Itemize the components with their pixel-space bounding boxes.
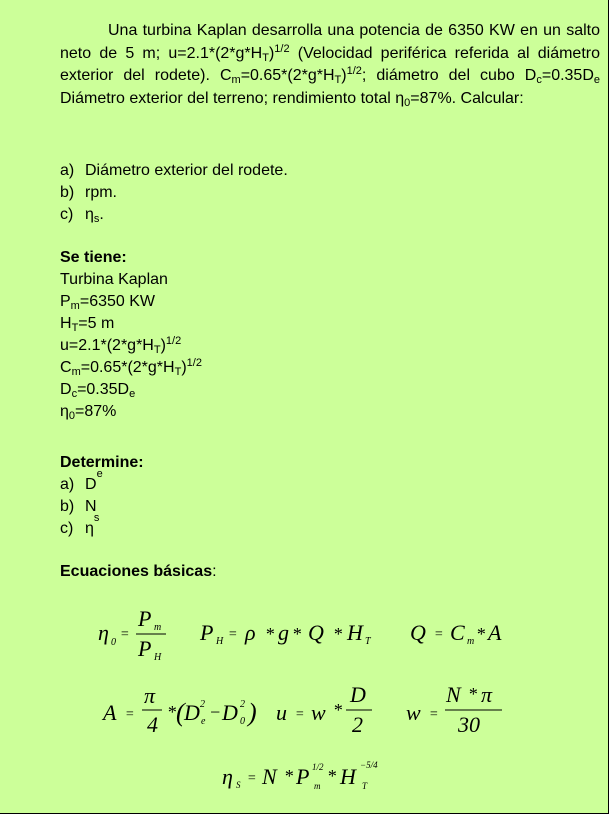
given-line-2: $P_m=6350$ KW <box>60 293 155 312</box>
svg-text:N: N <box>262 764 277 789</box>
svg-text:2: 2 <box>240 699 245 710</box>
determine-b: b) N <box>60 498 97 515</box>
svg-text:1/2: 1/2 <box>312 762 324 772</box>
svg-text:(: ( <box>176 698 185 727</box>
question-b: b) rpm. <box>60 184 117 201</box>
determine-heading: Determine: <box>60 454 144 471</box>
svg-text:g: g <box>278 620 289 645</box>
flow-rate-equation <box>410 620 502 647</box>
svg-text:w: w <box>311 700 326 725</box>
svg-text:e: e <box>201 716 206 727</box>
svg-text:A: A <box>488 620 502 645</box>
given-line-4: $u=2.1*(2*g*H_T)^{1/2}$ <box>60 335 182 356</box>
svg-text:Q: Q <box>308 620 324 645</box>
given-heading: Se tiene: <box>60 249 127 266</box>
area-equation <box>101 683 257 737</box>
given-line-1: Turbina Kaplan <box>60 271 168 288</box>
svg-text:H: H <box>347 620 363 645</box>
svg-text:m: m <box>154 622 162 633</box>
question-a: a) Diámetro exterior del rodete. <box>60 162 288 179</box>
svg-text:*: * <box>265 624 274 644</box>
svg-text:2: 2 <box>352 712 363 737</box>
svg-text:*: * <box>167 702 176 722</box>
svg-text:*: * <box>333 624 342 644</box>
svg-text:0: 0 <box>111 637 116 648</box>
determine-a: a) D e <box>60 468 103 493</box>
svg-text:η: η <box>98 620 109 645</box>
svg-text:*: * <box>284 766 293 786</box>
svg-text:=: = <box>125 707 135 722</box>
angular-speed-equation <box>406 682 502 737</box>
svg-text:0: 0 <box>240 716 245 727</box>
svg-text:η: η <box>222 764 233 789</box>
determine-c: c) η s <box>60 512 100 537</box>
svg-text:=: = <box>434 627 444 642</box>
specific-speed-equation <box>222 760 378 791</box>
svg-text:*: * <box>333 700 342 720</box>
svg-text:π: π <box>144 683 156 708</box>
svg-text:H: H <box>154 652 162 663</box>
svg-text:C: C <box>450 620 465 645</box>
svg-text:D: D <box>222 700 238 725</box>
svg-text:T: T <box>365 636 371 647</box>
svg-text:ρ: ρ <box>245 620 256 645</box>
svg-text:N: N <box>446 682 461 707</box>
peripheral-speed-equation <box>276 682 372 737</box>
svg-text:30: 30 <box>458 712 480 737</box>
svg-text:P: P <box>138 606 152 631</box>
svg-text:*: * <box>476 624 485 644</box>
svg-text:=: = <box>120 627 130 642</box>
svg-text:*: * <box>292 624 301 644</box>
svg-text:m: m <box>314 781 321 791</box>
svg-text:T: T <box>362 781 368 791</box>
svg-text:*: * <box>468 684 477 704</box>
svg-text:u: u <box>276 700 287 725</box>
svg-text:P: P <box>296 764 310 789</box>
svg-text:=: = <box>295 707 305 722</box>
svg-text:w: w <box>406 700 421 725</box>
svg-text:D: D <box>350 682 366 707</box>
svg-text:2: 2 <box>200 699 205 710</box>
svg-text:4: 4 <box>147 712 158 737</box>
svg-text:P: P <box>200 620 214 645</box>
given-line-6: $D_c=0.35D_e$ <box>60 381 136 400</box>
svg-text:=: = <box>247 771 257 786</box>
svg-text:P: P <box>138 636 152 661</box>
efficiency-equation <box>98 606 166 663</box>
svg-text:Q: Q <box>410 620 426 645</box>
svg-text:−: − <box>209 702 222 722</box>
svg-text:H: H <box>216 636 224 647</box>
problem-statement: Una turbina Kaplan desarrolla una potencia de 6350 KW en un salto neto de 5 m; $u=2.1*(2*g*H_T)^{1/2}$ (Velocidad periférica referida al diámetro exterior del rodete). $C_m=0.65*(2*g*H_T)^{1/2}$; diámetro del cubo $D_c=0.35D_e$ Diámetro exterior del terreno; rendimiento total $\eta_0=87\%$. Calcular: <box>60 22 601 109</box>
svg-text:A: A <box>103 700 117 725</box>
equations-heading: Ecuaciones básicas: <box>60 563 217 580</box>
svg-text:=: = <box>228 627 238 642</box>
svg-text:S: S <box>236 780 241 790</box>
given-line-7: $\eta_0=87\%$ <box>60 403 117 422</box>
given-line-5: $C_m=0.65*(2*g*H_T)^{1/2}$ <box>60 357 202 378</box>
svg-text:π: π <box>481 682 493 707</box>
question-c: c) $\eta_s$. <box>60 206 104 225</box>
svg-text:): ) <box>248 698 257 727</box>
svg-text:*: * <box>327 766 336 786</box>
svg-text:−5/4: −5/4 <box>360 760 378 770</box>
svg-text:m: m <box>467 636 475 647</box>
svg-text:=: = <box>429 707 439 722</box>
hydraulic-power-equation <box>199 620 372 647</box>
given-line-3: $H_T=5$ m <box>60 315 115 334</box>
svg-text:H: H <box>340 764 356 789</box>
svg-text:D: D <box>184 700 200 725</box>
